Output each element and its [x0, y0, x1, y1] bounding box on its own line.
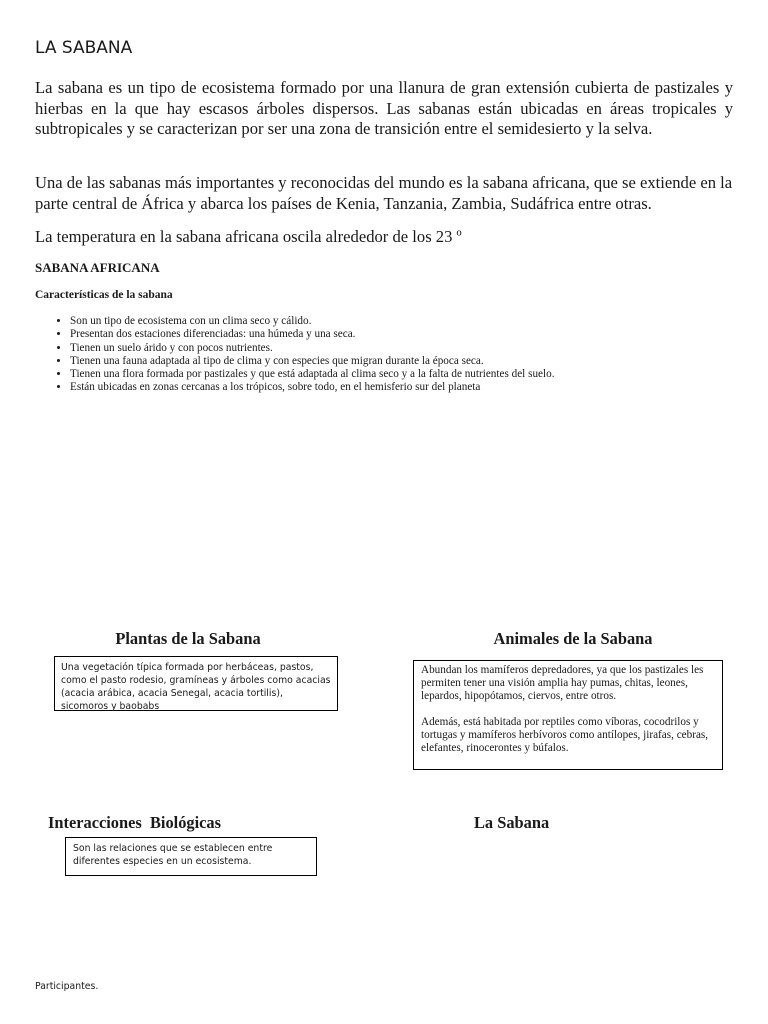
participants-label: Participantes.	[35, 981, 99, 992]
section-heading-sabana-africana: SABANA AFRICANA	[35, 260, 160, 275]
characteristics-heading: Características de la sabana	[35, 289, 173, 301]
intro-paragraph-3: La temperatura en la sabana africana oscila alrededor de los 23 º	[35, 227, 462, 246]
animals-title: Animales de la Sabana	[493, 629, 653, 648]
interactions-title: Interacciones Biológicas	[48, 813, 221, 832]
animals-text-2: Además, está habitada por reptiles como víboras, cocodrilos y tortugas y mamíferos herbívoros como antílopes, jirafas, cebras, elefantes, rinocerontes y búfalos.	[421, 716, 709, 754]
animals-text-1: Abundan los mamíferos depredadores, ya que los pastizales les permiten tener una visión amplia hay pumas, chitas, leones, lepardos, hipopótamos, ciervos, entre otros.	[421, 664, 704, 702]
animals-textbox	[413, 660, 723, 770]
list-item: • Son un tipo de ecosistema con un clima seco y cálido.	[70, 315, 750, 328]
list-item: • Tienen un suelo árido y con pocos nutrientes.	[70, 342, 750, 355]
plants-title: Plantas de la Sabana	[115, 629, 261, 648]
plants-textbox: Una vegetación típica formada por herbáceas, pastos, como el pasto rodesio, gramíneas y árboles como acacias (acacia arábica, acacia Senegal, acacia tortilis), sicomoros y baobabs	[54, 656, 338, 711]
list-item: • Tienen una flora formada por pastizales y que está adaptada al clima seco y a la falta de nutrientes del suelo.	[70, 368, 750, 381]
savanna-title: La Sabana	[474, 813, 550, 832]
list-item: • Están ubicadas en zonas cercanas a los trópicos, sobre todo, en el hemisferio sur del planeta	[70, 381, 750, 394]
characteristics-list	[52, 315, 750, 395]
page-title: LA SABANA	[35, 38, 133, 58]
intro-paragraph-2: Una de las sabanas más importantes y reconocidas del mundo es la sabana africana, que se extiende en la parte central de África y abarca los países de Kenia, Tanzania, Zambia, Sudáfrica entre otras.	[35, 173, 733, 213]
list-item: • Tienen una fauna adaptada al tipo de clima y con especies que migran durante la época seca.	[70, 355, 750, 368]
intro-paragraph-1: La sabana es un tipo de ecosistema formado por una llanura de gran extensión cubierta de pastizales y hierbas en la que hay escasos árboles dispersos. Las sabanas están ubicadas en áreas tropicales y subtropicales y se caracterizan por ser una zona de transición entre el semidesierto y la selva.	[35, 78, 733, 138]
interactions-textbox: Son las relaciones que se establecen entre diferentes especies en un ecosistema.	[65, 837, 317, 876]
list-item: • Presentan dos estaciones diferenciadas: una húmeda y una seca.	[70, 328, 750, 341]
